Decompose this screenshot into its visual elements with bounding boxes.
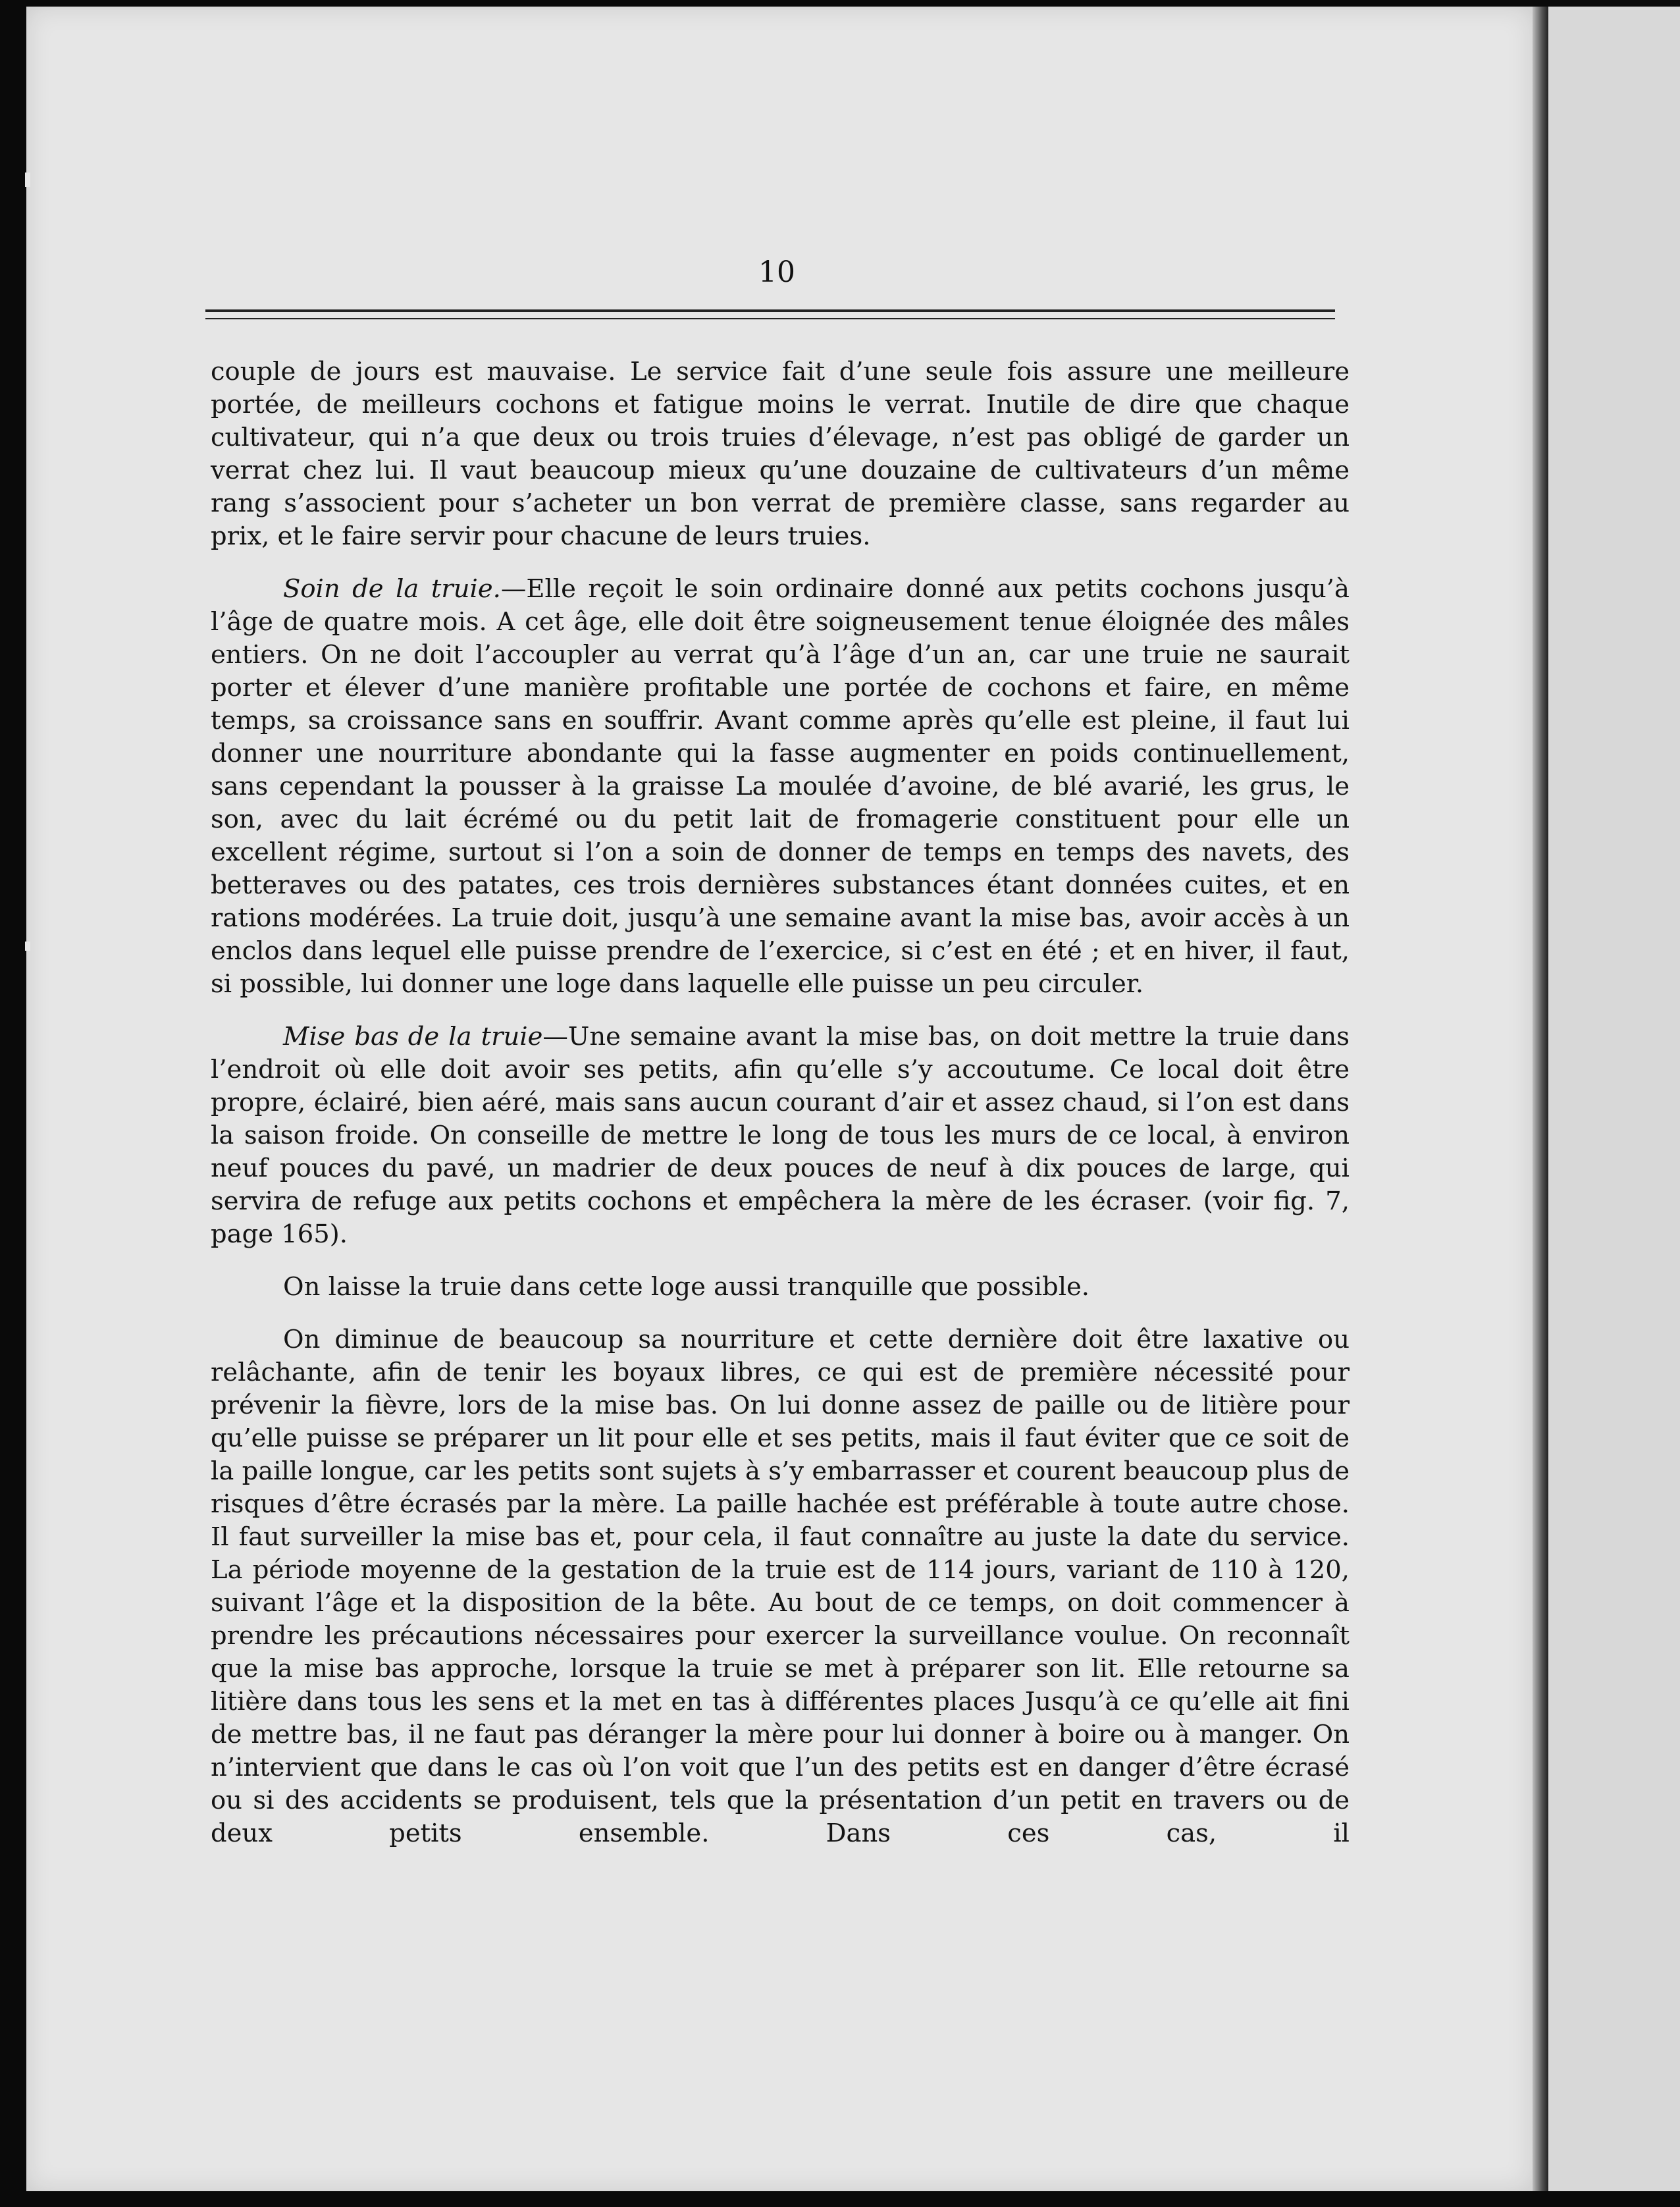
section-heading: Mise bas de la truie [283,1022,543,1051]
adjacent-page-strip [1548,7,1680,2191]
page-number: 10 [758,255,795,289]
header-rule-top [205,309,1335,312]
paragraph-text: On diminue de beaucoup sa nourriture et cette dernière doit être laxative ou relâchante, afin de tenir les boyaux libres, ce qui est de première nécessité pour prévenir la fièvre, lors de la mise bas. On lui donne assez de paille ou de litière pour qu’elle puisse se préparer un lit pour elle et ses petits, mais il faut éviter que ce soit de la paille longue, car les petits sont sujets à s’y embarrasser et courent beaucoup plus de risques d’être écrasés par la mère. La paille hachée est préférable à toute autre chose. Il faut surveiller la mise bas et, pour cela, il faut connaître au juste la date du service. La période moyenne de la gestation de la truie est de 114 jours, variant de 110 à 120, suivant l’âge et la disposition de la bête. Au bout de ce temps, on doit commencer à prendre les précautions nécessaires pour exercer la surveillance voulue. On reconnaît que la mise bas approche, lorsque la truie se met à préparer son lit. Elle retourne sa litière dans tous les sens et la met en tas à différentes places Jusqu’à ce qu’elle ait fini de mettre bas, il ne faut pas déranger la mère pour lui donner à boire ou à manger. On n’intervient que dans le cas où l’on voit que l’un des petits est en danger d’être écrasé ou si des accidents se produisent, tels que la présentation d’un petit en travers ou de deux petits ensemble. Dans ces cas, il [211,1325,1350,1848]
paragraph-text: couple de jours est mauvaise. Le service fait d’une seule fois assure une meilleure portée, de meilleurs cochons et fatigue moins le verrat. Inutile de dire que chaque cultivateur, qui n’a que deux ou trois truies d’élevage, n’est pas obligé de garder un verrat chez lui. Il vaut beaucoup mieux qu’une douzaine de cultivateurs d’un même rang s’associent pour s’acheter un bon verrat de première classe, sans regarder au prix, et le faire servir pour chacune de leurs truies. [211,357,1350,551]
paragraph-continuation [211,356,1350,553]
body-text [211,356,1350,1850]
paragraph-text: —Une semaine avant la mise bas, on doit mettre la truie dans l’endroit où elle doit avoir ses petits, afin qu’elle s’y accoutume. Ce local doit être propre, éclairé, bien aéré, mais sans aucun courant d’air et assez chaud, si l’on est dans la saison froide. On conseille de mettre le long de tous les murs de ce local, à environ neuf pouces du pavé, un madrier de deux pouces de neuf à dix pouces de large, qui servira de refuge aux petits cochons et empêchera la mère de les écraser. (voir fig. 7, page 165). [211,1022,1350,1249]
header-rule-bottom [205,318,1335,319]
paragraph-mise-bas [211,1021,1350,1251]
page-edge-shadow [1533,7,1548,2191]
paragraph-text: On laisse la truie dans cette loge aussi tranquille que possible. [283,1272,1090,1302]
paragraph-nourriture [211,1323,1350,1850]
paragraph-soin-de-la-truie [211,573,1350,1001]
paragraph-loge [211,1271,1350,1304]
paragraph-text: —Elle reçoit le soin ordinaire donné aux petits cochons jusqu’à l’âge de quatre mois. A cet âge, elle doit être soigneusement tenue éloignée des mâles entiers. On ne doit l’accoupler au verrat qu’à l’âge d’un an, car une truie ne saurait porter et élever d’une manière profitable une portée de cochons et faire, en même temps, sa croissance sans en souffrir. Avant comme après qu’elle est pleine, il faut lui donner une nourriture abondante qui la fasse augmenter en poids continuellement, sans cependant la pousser à la graisse La moulée d’avoine, de blé avarié, les grus, le son, avec du lait écrémé ou du petit lait de fromagerie constituent pour elle un excellent régime, surtout si l’on a soin de donner de temps en temps des navets, des betteraves ou des patates, ces trois dernières substances étant données cuites, et en rations modérées. La truie doit, jusqu’à une semaine avant la mise bas, avoir accès à un enclos dans lequel elle puisse prendre de l’exercice, si c’est en été ; et en hiver, il faut, si possible, lui donner une loge dans laquelle elle puisse un peu circuler. [211,574,1350,999]
section-heading: Soin de la truie. [283,574,501,604]
